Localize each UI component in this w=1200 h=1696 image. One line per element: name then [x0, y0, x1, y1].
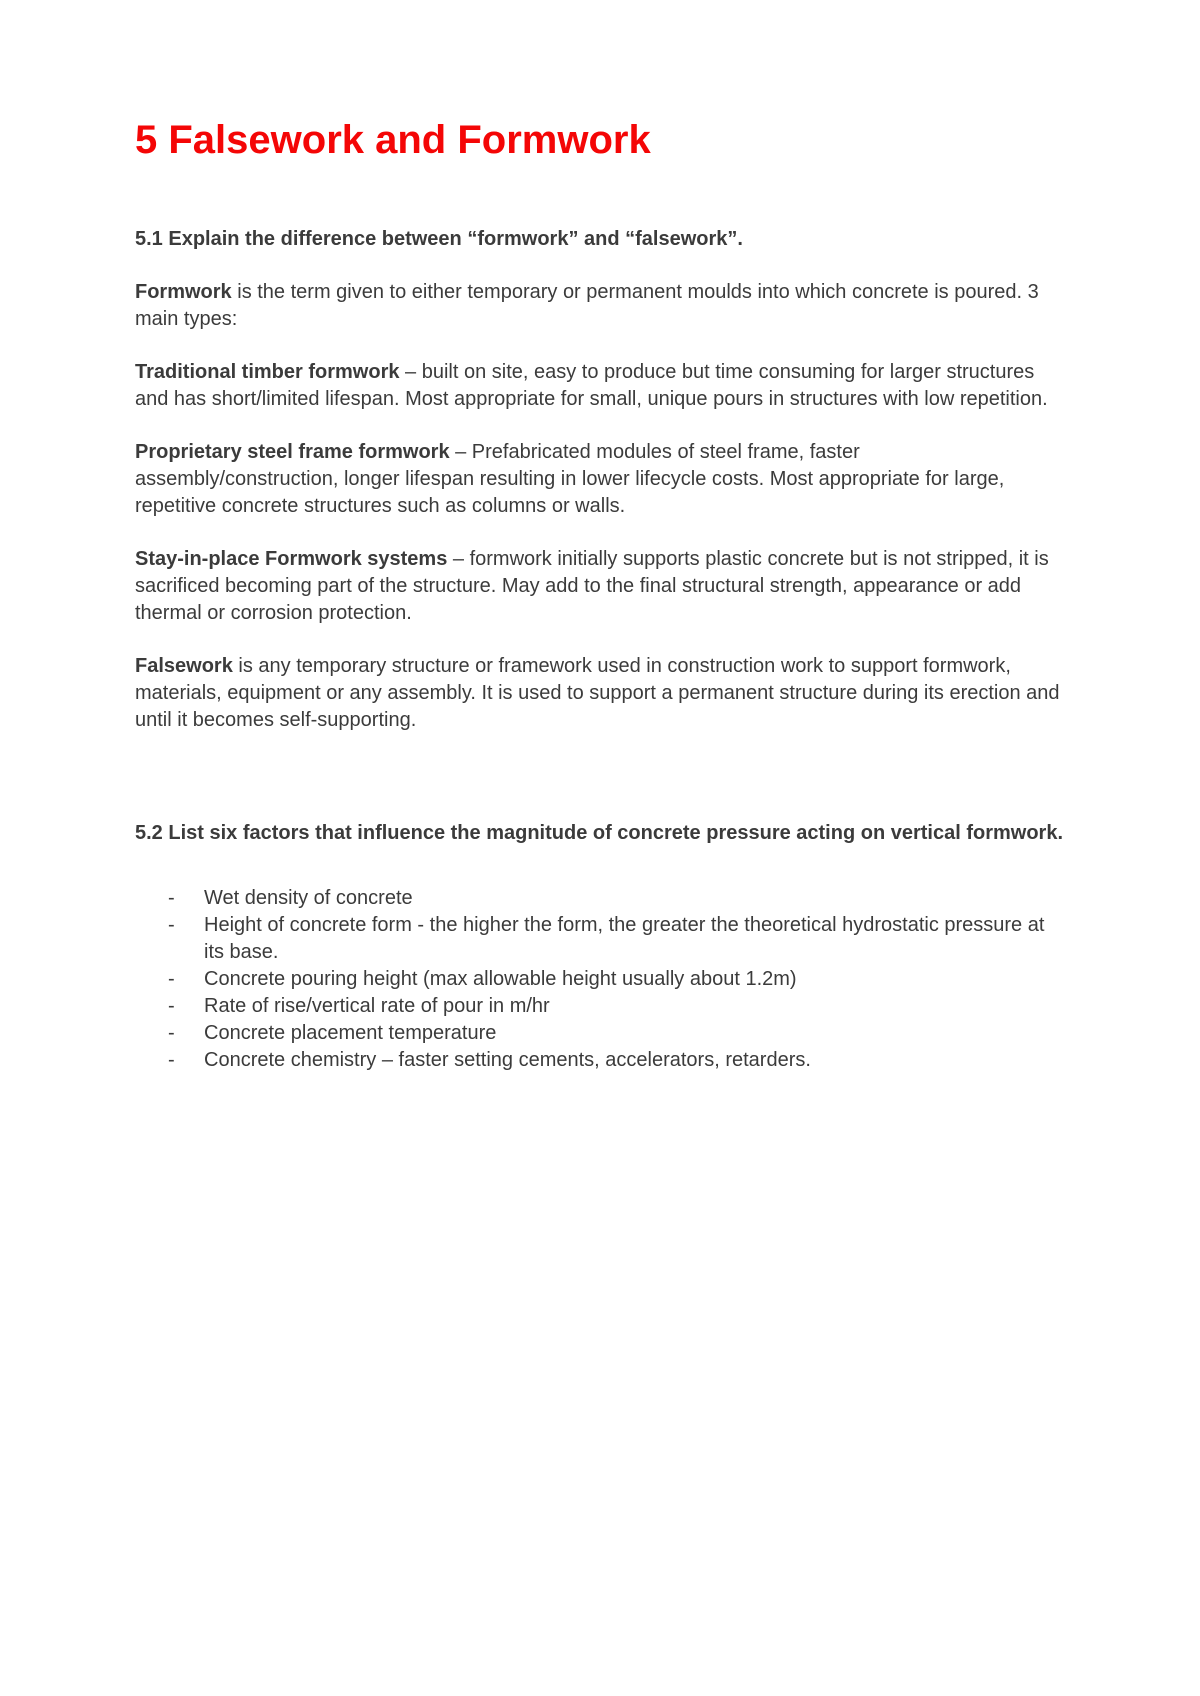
- list-item-placement-temperature: [168, 1020, 1065, 1047]
- page-title: 5 Falsework and Formwork: [135, 118, 651, 162]
- paragraph-lead-falsework: Falsework: [135, 655, 233, 677]
- paragraph-body-text: – Prefabricated modules of steel frame, faster assembly/construction, longer lifespan resulting in lower lifecycle costs. Most appropriate for large, repetitive concrete structures such as columns or walls.: [135, 441, 1005, 517]
- dash-marker: -: [168, 887, 175, 909]
- list-item-text: Height of concrete form - the higher the form, the greater the theoretical hydrostatic pressure at its base.: [204, 914, 1045, 963]
- paragraph-falsework-definition: [135, 653, 1065, 734]
- paragraph-lead-proprietary-steel: Proprietary steel frame formwork: [135, 441, 450, 463]
- paragraph-body-text: – formwork initially supports plastic concrete but is not stripped, it is sacrificed becoming part of the structure. May add to the final structural strength, appearance or add thermal or corrosion protection.: [135, 548, 1049, 624]
- dash-marker: -: [168, 914, 175, 936]
- paragraph-lead-formwork: Formwork: [135, 281, 232, 303]
- dash-marker: -: [168, 1022, 175, 1044]
- paragraph-stay-in-place: [135, 546, 1065, 627]
- paragraph-traditional-timber: [135, 359, 1065, 413]
- dash-marker: -: [168, 1049, 175, 1071]
- paragraph-lead-stay-in-place: Stay-in-place Formwork systems: [135, 548, 448, 570]
- list-item-text: Concrete placement temperature: [204, 1022, 497, 1044]
- list-item-text: Concrete pouring height (max allowable height usually about 1.2m): [204, 968, 797, 990]
- factor-list: [135, 885, 1065, 1074]
- question-5-2-heading: 5.2 List six factors that influence the magnitude of concrete pressure acting on vertical formwork.: [135, 822, 1064, 844]
- question-5-1-heading: 5.1 Explain the difference between “formwork” and “falsework”.: [135, 228, 743, 250]
- list-item-text: Rate of rise/vertical rate of pour in m/hr: [204, 995, 550, 1017]
- paragraph-body-text: is the term given to either temporary or permanent moulds into which concrete is poured. 3 main types:: [135, 281, 1039, 330]
- dash-marker: -: [168, 968, 175, 990]
- paragraph-body-text: – built on site, easy to produce but time consuming for larger structures and has short/limited lifespan. Most appropriate for small, unique pours in structures with low repetition.: [135, 361, 1048, 410]
- dash-marker: -: [168, 995, 175, 1017]
- list-item-text: Wet density of concrete: [204, 887, 413, 909]
- list-item-form-height: [168, 912, 1065, 966]
- list-item-wet-density: [168, 885, 1065, 912]
- paragraph-formwork-definition: [135, 279, 1065, 333]
- list-item-rate-of-rise: [168, 993, 1065, 1020]
- paragraph-proprietary-steel: [135, 439, 1065, 520]
- list-item-concrete-chemistry: [168, 1047, 1065, 1074]
- list-item-text: Concrete chemistry – faster setting cements, accelerators, retarders.: [204, 1049, 811, 1071]
- list-item-pouring-height: [168, 966, 1065, 993]
- paragraph-lead-traditional-timber: Traditional timber formwork: [135, 361, 400, 383]
- paragraph-body-text: is any temporary structure or framework used in construction work to support formwork, materials, equipment or any assembly. It is used to support a permanent structure during its erection and until it becomes self-supporting.: [135, 655, 1060, 731]
